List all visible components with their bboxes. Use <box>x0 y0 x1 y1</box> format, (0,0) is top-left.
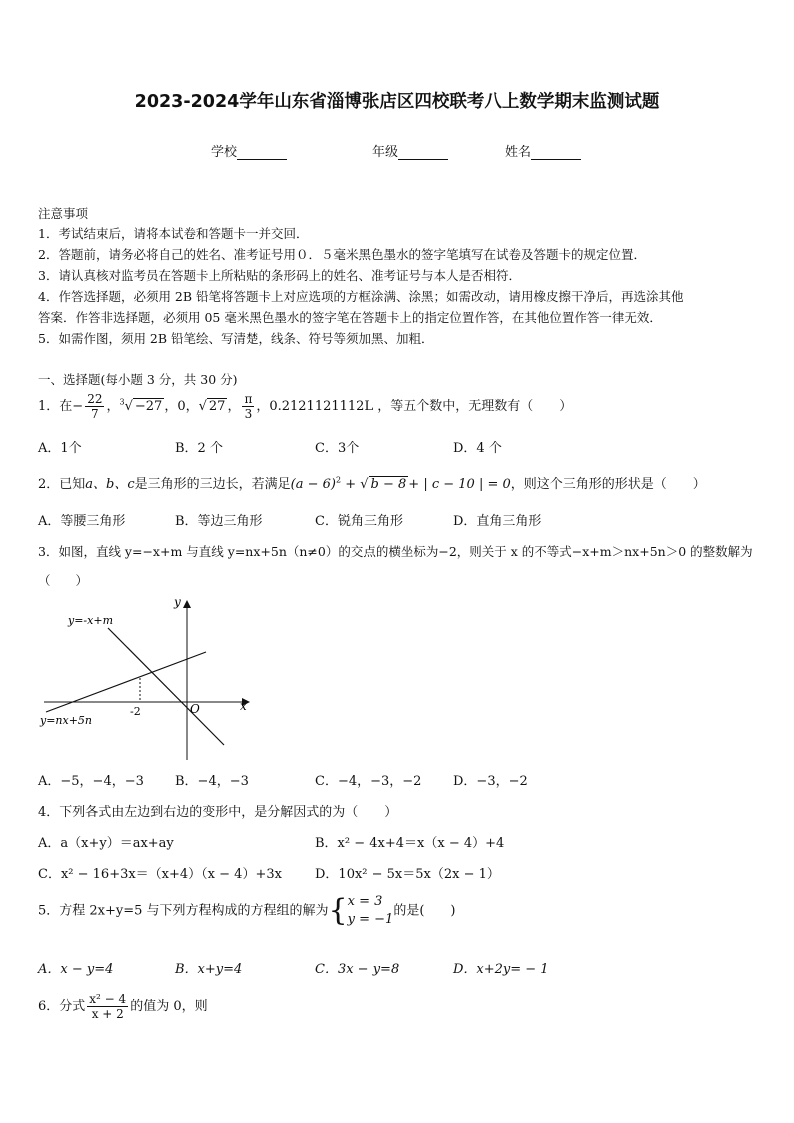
name-field <box>505 141 581 160</box>
school-field <box>211 141 287 160</box>
question-3-stem-cont: （ ） <box>38 573 89 588</box>
q1-option-a: A．1个 <box>38 441 82 456</box>
q6-fraction <box>87 992 128 1021</box>
q2-mid: 是三角形的三边长，若满足 <box>134 477 291 492</box>
q2-expr1: (a − 6) <box>290 477 336 492</box>
note-item: 4．作答选择题，必须用 2B 铅笔将答题卡上对应选项的方框涂满、涂黑；如需改动，请用橡皮擦干净后，再选涂其他 <box>38 289 684 304</box>
x-axis-label: x <box>240 699 247 713</box>
q4-option-b: B．x² − 4x+4＝x（x − 4）+4 <box>315 836 505 851</box>
q1-prefix: 1．在 <box>38 399 73 414</box>
q1-cbrt-body: −27 <box>134 399 163 414</box>
school-blank <box>237 147 287 160</box>
q5-option-b: B．x+y=4 <box>175 962 243 977</box>
q2-option-c: C．锐角三角形 <box>315 514 403 529</box>
q5-prefix: 5．方程 2x+y=5 与下列方程构成的方程组的解为 <box>38 903 329 919</box>
q2-tail: ，则这个三角形的形状是（ ） <box>510 477 706 492</box>
question-6-stem <box>38 992 208 1021</box>
q4-option-d: D．10x² − 5x＝5x（2x − 1） <box>315 867 500 882</box>
q4-option-c: C．x² − 16+3x＝（x+4）（x − 4）+3x <box>38 867 282 882</box>
tick-label: -2 <box>130 705 141 718</box>
q1-sep: ，0， <box>164 399 199 414</box>
q5-system <box>348 893 394 929</box>
question-3-stem: 3．如图，直线 y=−x+m 与直线 y=nx+5n（n≠0）的交点的横坐标为−2，则关于 x 的不等式−x+m＞nx+5n＞0 的整数解为 <box>38 544 753 559</box>
q2-abc: a、b、c <box>85 477 135 492</box>
note-item: 5．如需作图，须用 2B 铅笔绘、写清楚，线条、符号等须加黑、加粗． <box>38 331 434 346</box>
q5-sys-eq2: y = −1 <box>347 912 394 927</box>
brace-icon: { <box>328 893 348 928</box>
section-heading: 一、选择题(每小题 3 分，共 30 分) <box>38 372 238 387</box>
q4-option-a: A．a（x+y）＝ax+ay <box>38 836 174 851</box>
q1-sep: ， <box>106 399 120 414</box>
question-1-stem <box>38 392 572 421</box>
y-axis-arrow-icon <box>183 600 191 608</box>
radical-icon: √ <box>360 477 369 492</box>
q3-option-a: A．−5，−4，−3 <box>38 774 144 789</box>
q2-prefix: 2．已知 <box>38 477 86 492</box>
label-line2: y=nx+5n <box>40 714 93 727</box>
grade-blank <box>398 147 448 160</box>
q1-frac2-den: 3 <box>244 407 253 421</box>
q1-frac2-num: π <box>244 392 253 406</box>
q1-sep: ， <box>227 399 241 414</box>
q1-cbrt-index: 3 <box>119 397 125 407</box>
note-item: 2．答题前，请务必将自己的姓名、准考证号用０．５毫米黑色墨水的签字笔填写在试卷及答题卡的规定位置． <box>38 247 646 262</box>
q6-frac-num: x² − 4 <box>89 992 127 1006</box>
question-2-stem <box>38 473 706 492</box>
q2-sup: 2 <box>335 475 342 485</box>
q2-sqrt-body: b − 8 <box>370 477 407 492</box>
q1-option-d: D．4 个 <box>453 441 502 456</box>
q3-option-c: C．−4，−3，−2 <box>315 774 422 789</box>
line-y-neg-x-plus-m <box>108 628 224 745</box>
q1-fraction-22-7 <box>85 392 104 421</box>
q1-fraction-pi-3 <box>242 392 254 421</box>
q1-frac1-den: 7 <box>91 407 99 421</box>
q5-tail: 的是( ) <box>393 903 456 919</box>
grade-field <box>372 141 448 160</box>
label-line1: y=-x+m <box>68 614 113 627</box>
question-4-stem: 4．下列各式由左边到右边的变形中，是分解因式的为（ ） <box>38 805 398 820</box>
name-blank <box>531 147 581 160</box>
note-item: 1．考试结束后，请将本试卷和答题卡一并交回． <box>38 226 309 241</box>
notes-heading: 注意事项 <box>38 206 89 221</box>
q1-frac1-num: 22 <box>87 392 103 406</box>
radical-icon: √ <box>124 399 133 414</box>
q6-prefix: 6．分式 <box>38 999 86 1014</box>
name-label: 姓名 <box>505 145 532 160</box>
note-item: 答案．作答非选择题，必须用 05 毫米黑色墨水的签字笔在答题卡上的指定位置作答，在其他位置作答一律无效． <box>38 310 662 325</box>
q5-option-d: D．x+2y= − 1 <box>453 962 549 977</box>
q5-option-a: A．x − y=4 <box>38 962 114 977</box>
q5-sys-eq1: x = 3 <box>347 894 383 909</box>
note-item: 3．请认真核对监考员在答题卡上所粘贴的条形码上的姓名、准考证号与本人是否相符． <box>38 268 521 283</box>
q5-option-c: C．3x − y=8 <box>315 962 400 977</box>
origin-label: O <box>190 702 200 716</box>
q3-option-b: B．−4，−3 <box>175 774 249 789</box>
q3-option-d: D．−3，−2 <box>453 774 528 789</box>
q1-option-b: B．2 个 <box>175 441 223 456</box>
q2-expr3: + | c − 10 | = 0 <box>408 477 511 492</box>
q2-option-d: D．直角三角形 <box>453 514 542 529</box>
radical-icon: √ <box>198 399 207 414</box>
q1-tail: ，0.2121121112L ，等五个数中，无理数有（ ） <box>256 399 573 414</box>
q1-neg-sign: − <box>72 399 84 414</box>
school-label: 学校 <box>211 145 238 160</box>
q1-sqrt-body: 27 <box>208 399 226 414</box>
q2-option-b: B．等边三角形 <box>175 514 263 529</box>
q2-expr2: + <box>341 477 361 492</box>
q3-graph <box>38 590 258 762</box>
q6-frac-den: x + 2 <box>91 1007 124 1021</box>
grade-label: 年级 <box>372 145 399 160</box>
question-5-stem <box>38 893 455 929</box>
y-axis-label: y <box>174 595 181 609</box>
q6-tail: 的值为 0，则 <box>130 999 208 1014</box>
page-title: 2023-2024学年山东省淄博张店区四校联考八上数学期末监测试题 <box>134 92 660 112</box>
q1-option-c: C．3个 <box>315 441 360 456</box>
q2-option-a: A．等腰三角形 <box>38 514 126 529</box>
